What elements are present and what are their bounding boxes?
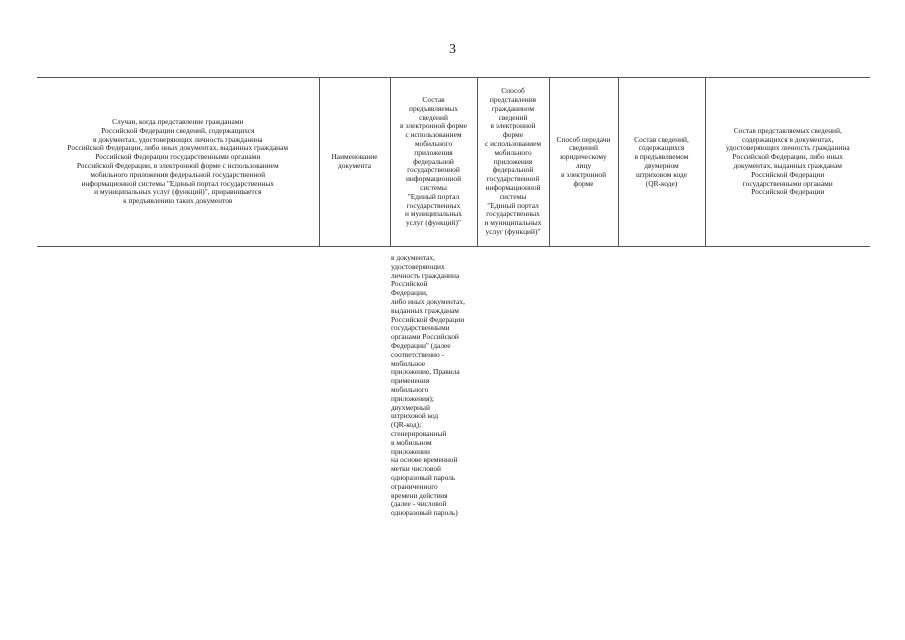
continuation-text: в документах, удостоверяющих личность гражданина Российской Федерации, либо иных документах, выданных гражданам Российской Федерации государственными органами Российской Федерации" (далее соответственно - мобильное приложение, Правила применения мобильного приложения); двухмерный штриховой код (QR-код); сгенерированный в мобильном приложении на основе временной метки числовой одноразовый пароль ограниченного времени действия (далее - числовой одноразовый пароль)	[391, 253, 465, 518]
page-number: 3	[449, 42, 456, 57]
header-document-name: Наименование документа	[319, 78, 390, 247]
header-presentation-method: Способ представления гражданином сведений в электронной форме с использованием мобильного приложения федеральной государственной информационной системы "Единый портал государственных и муниципальных услуг (функций)"	[477, 78, 549, 247]
table-header-row	[37, 78, 870, 247]
header-qr-contents: Состав сведений, содержащихся в предъявляемом двумерном штриховом коде (QR-коде)	[618, 78, 705, 247]
document-table	[37, 77, 870, 247]
header-presented-info: Состав предъявляемых сведений в электронной форме с использованием мобильного приложения федеральной государственной информационной системы "Единый портал государственных и муниципальных услуг (функций)"	[390, 78, 477, 247]
header-cases: Случаи, когда представление гражданами Российской Федерации сведений, содержащихся в документах, удостоверяющих личность гражданина Российской Федерации, либо иных документах, выданных гражданам Российской Федерации государственными органами Российской Федерации, в электронной форме с использованием мобильного приложения федеральной государственной информационной системы "Единый портал государственных и муниципальных услуг (функций)", приравнивается к предъявлению таких документов	[67, 117, 289, 206]
header-transfer-method: Способ передачи сведений юридическому лицу в электронной форме	[549, 78, 618, 247]
header-provided-info: Состав представляемых сведений, содержащихся в документах, удостоверяющих личность гражданина Российской Федерации, либо иных документах, выданных гражданам Российской Федерации государственными органами Российской Федерации	[705, 78, 870, 247]
